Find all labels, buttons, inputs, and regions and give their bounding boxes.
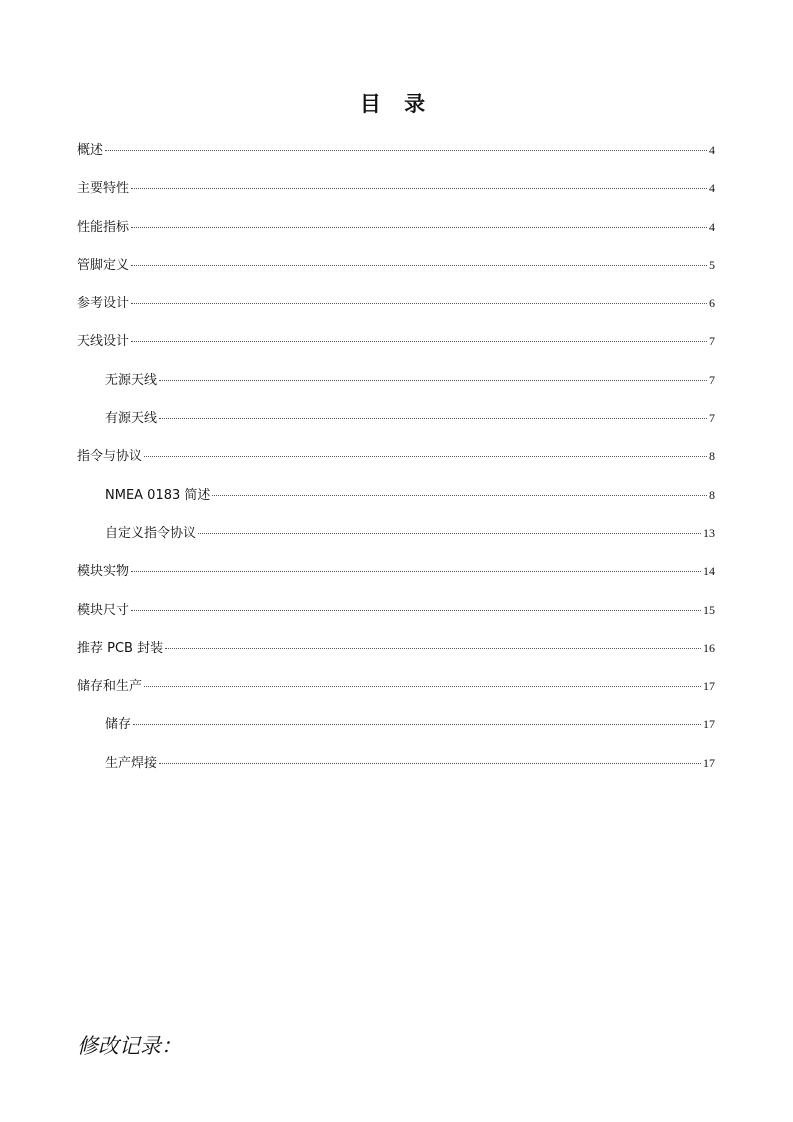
dot-leader xyxy=(144,456,707,457)
toc-entry-page: 7 xyxy=(709,372,715,387)
toc-entry-page: 17 xyxy=(703,679,715,694)
dot-leader xyxy=(198,533,701,534)
toc-entry-label: 参考设计 xyxy=(77,296,130,312)
toc-entry-label: 无源天线 xyxy=(105,372,158,388)
toc-entry-page: 7 xyxy=(709,334,715,349)
toc-entry-page: 4 xyxy=(709,181,715,196)
table-of-contents xyxy=(77,138,715,789)
toc-entry-label: 主要特性 xyxy=(77,181,130,197)
toc-entry-label: NMEA 0183 简述 xyxy=(105,487,211,503)
dot-leader xyxy=(131,610,701,611)
dot-leader xyxy=(131,303,707,304)
dot-leader xyxy=(159,380,707,381)
toc-entry-label: 储存 xyxy=(105,717,132,733)
toc-subentry[interactable] xyxy=(77,368,715,406)
toc-entry-page: 13 xyxy=(703,525,715,540)
toc-entry-page: 17 xyxy=(703,755,715,770)
dot-leader xyxy=(131,341,707,342)
toc-entry-page: 8 xyxy=(709,487,715,502)
toc-title: 目 录 xyxy=(359,92,434,116)
toc-entry[interactable] xyxy=(77,291,715,329)
toc-entry-label: 有源天线 xyxy=(105,411,158,427)
toc-entry[interactable] xyxy=(77,674,715,712)
toc-entry-page: 14 xyxy=(703,564,715,579)
dot-leader xyxy=(131,227,707,228)
toc-entry[interactable] xyxy=(77,215,715,253)
toc-subentry[interactable] xyxy=(77,406,715,444)
toc-subentry[interactable] xyxy=(77,521,715,559)
toc-entry[interactable] xyxy=(77,559,715,597)
toc-entry[interactable] xyxy=(77,253,715,291)
toc-entry[interactable] xyxy=(77,329,715,367)
toc-entry[interactable] xyxy=(77,444,715,482)
dot-leader xyxy=(105,150,707,151)
toc-entry[interactable] xyxy=(77,636,715,674)
toc-entry-page: 4 xyxy=(709,143,715,157)
toc-subentry[interactable] xyxy=(77,751,715,789)
dot-leader xyxy=(131,265,707,266)
toc-entry-page: 6 xyxy=(709,296,715,311)
revision-history-heading: 修改记录： xyxy=(77,1034,182,1058)
toc-entry-label: 天线设计 xyxy=(77,334,130,350)
dot-leader xyxy=(165,648,701,649)
dot-leader xyxy=(159,418,707,419)
toc-subentry[interactable] xyxy=(77,712,715,750)
toc-entry[interactable] xyxy=(77,176,715,214)
toc-entry-label: 概述 xyxy=(77,143,104,158)
toc-entry-page: 16 xyxy=(703,640,715,655)
toc-entry-label: 自定义指令协议 xyxy=(105,525,197,541)
dot-leader xyxy=(131,188,707,189)
toc-entry-page: 5 xyxy=(709,257,715,272)
toc-subentry[interactable] xyxy=(77,483,715,521)
toc-entry-label: 模块实物 xyxy=(77,564,130,580)
toc-entry-page: 17 xyxy=(703,717,715,732)
toc-entry-label: 性能指标 xyxy=(77,219,130,235)
toc-entry-page: 7 xyxy=(709,411,715,426)
toc-entry-label: 指令与协议 xyxy=(77,449,143,465)
dot-leader xyxy=(159,763,701,764)
toc-entry[interactable] xyxy=(77,138,715,176)
dot-leader xyxy=(144,686,701,687)
dot-leader xyxy=(131,571,701,572)
toc-entry-label: 推荐 PCB 封装 xyxy=(77,640,164,656)
toc-entry-page: 4 xyxy=(709,219,715,234)
toc-entry-label: 模块尺寸 xyxy=(77,602,130,618)
toc-entry[interactable] xyxy=(77,598,715,636)
dot-leader xyxy=(212,495,707,496)
toc-entry-page: 15 xyxy=(703,602,715,617)
toc-entry-label: 生产焊接 xyxy=(105,755,158,771)
toc-entry-label: 管脚定义 xyxy=(77,257,130,273)
toc-entry-page: 8 xyxy=(709,449,715,464)
toc-entry-label: 储存和生产 xyxy=(77,679,143,695)
dot-leader xyxy=(133,724,701,725)
